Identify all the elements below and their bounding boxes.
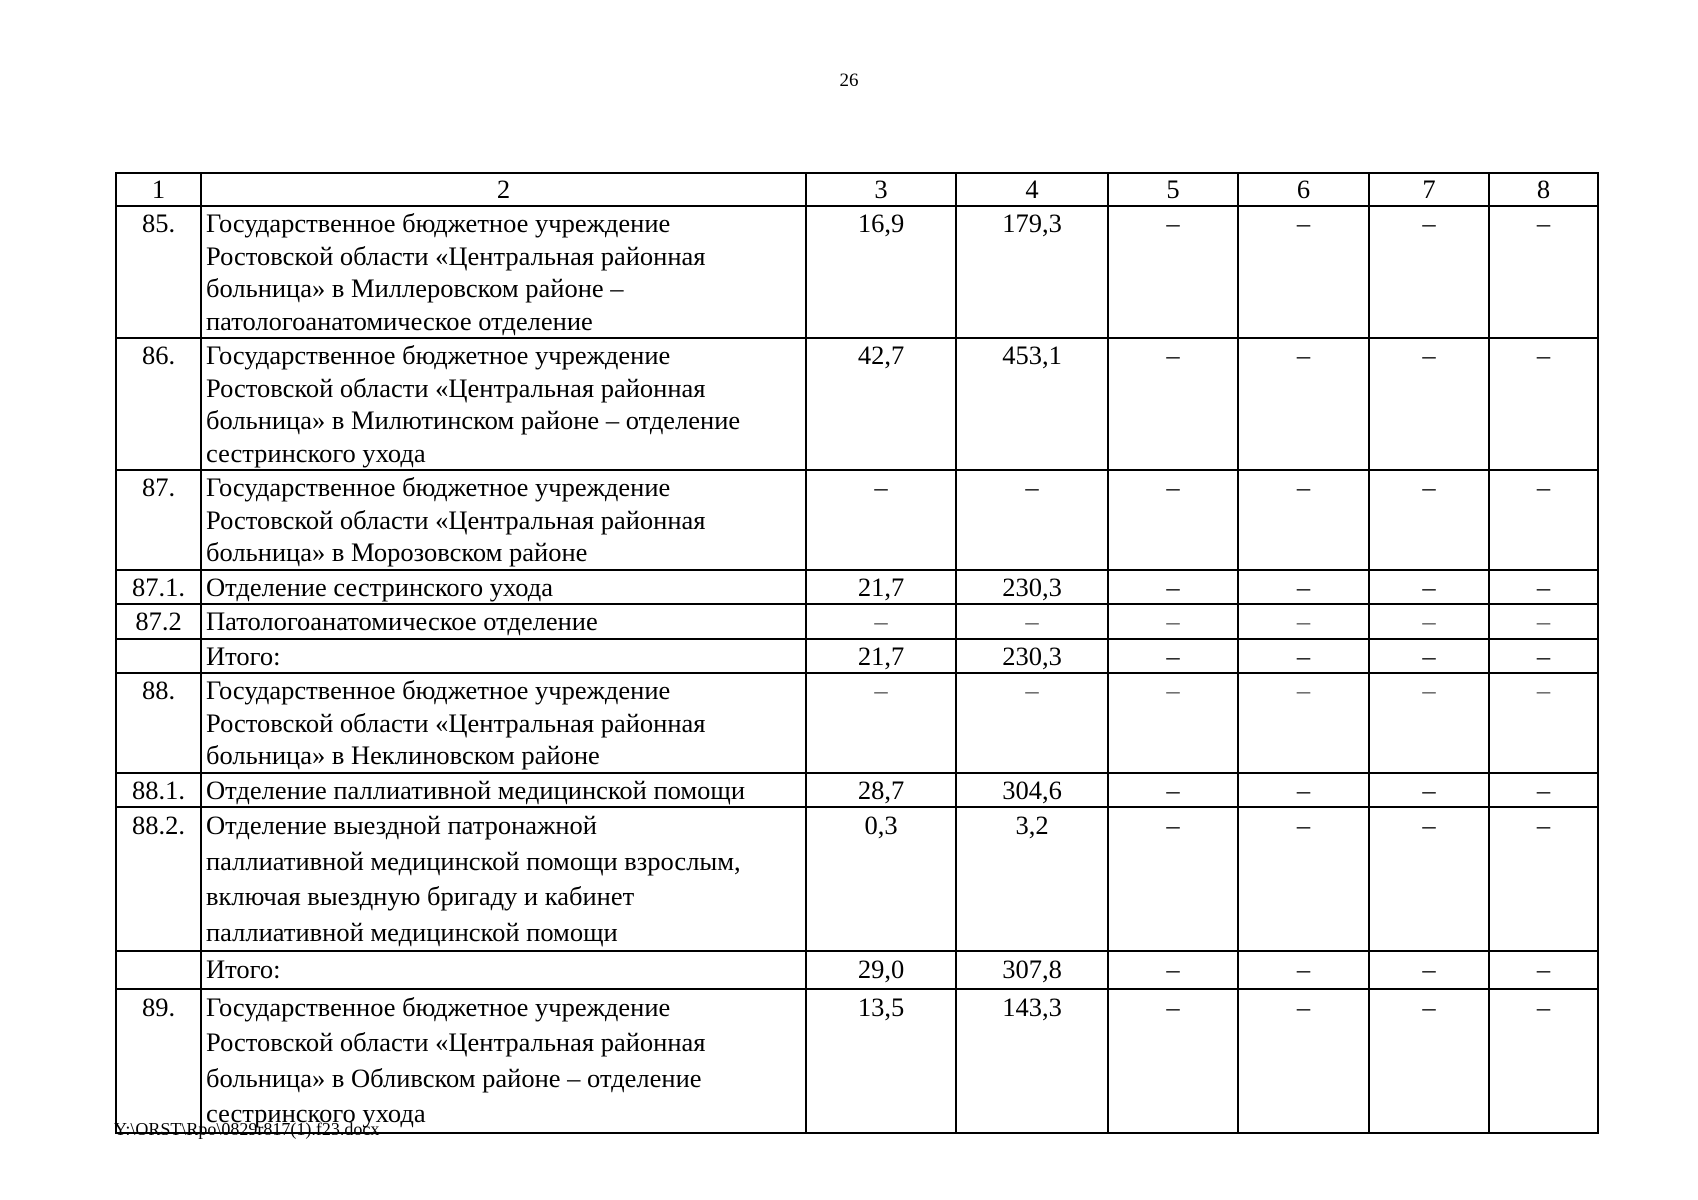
- value-cell: –: [1238, 773, 1369, 808]
- value-cell: –: [1369, 951, 1489, 989]
- value-cell: 21,7: [806, 570, 956, 605]
- name-line: Государственное бюджетное учреждение: [206, 340, 671, 370]
- name-line: паллиативной медицинской помощи: [206, 916, 618, 947]
- value-cell: –: [956, 673, 1108, 773]
- value-cell: –: [1238, 338, 1369, 470]
- name-line: больница» в Милютинском районе – отделение: [206, 405, 741, 435]
- value-cell: –: [1108, 639, 1238, 674]
- value-cell: –: [1108, 951, 1238, 989]
- value-cell: –: [1238, 604, 1369, 639]
- institution-name: [201, 989, 806, 1133]
- value-cell: –: [1108, 338, 1238, 470]
- value-cell: –: [1108, 570, 1238, 605]
- value-cell: –: [1369, 673, 1489, 773]
- value-cell: 230,3: [956, 639, 1108, 674]
- institution-name: [201, 639, 806, 674]
- table-row: [116, 206, 1598, 338]
- name-line: Ростовской области «Центральная районная: [206, 240, 706, 271]
- value-cell: –: [806, 673, 956, 773]
- name-line: Государственное бюджетное учреждение: [206, 675, 671, 705]
- value-cell: 304,6: [956, 773, 1108, 808]
- institution-name: [201, 604, 806, 639]
- institution-name: [201, 338, 806, 470]
- header-cell: 7: [1369, 173, 1489, 206]
- name-line: Государственное бюджетное учреждение: [206, 472, 671, 502]
- name-line: Итого:: [206, 954, 281, 984]
- value-cell: –: [1369, 470, 1489, 570]
- value-cell: –: [1108, 807, 1238, 951]
- header-cell: 4: [956, 173, 1108, 206]
- row-number: [116, 639, 201, 674]
- institution-name: [201, 206, 806, 338]
- row-number: 88.2.: [116, 807, 201, 951]
- value-cell: –: [1238, 807, 1369, 951]
- value-cell: –: [1489, 673, 1598, 773]
- institution-name: [201, 951, 806, 989]
- row-number: 89.: [116, 989, 201, 1133]
- table-row: [116, 470, 1598, 570]
- value-cell: –: [1108, 989, 1238, 1133]
- header-cell: 8: [1489, 173, 1598, 206]
- table-row: [116, 338, 1598, 470]
- value-cell: –: [1489, 338, 1598, 470]
- value-cell: –: [806, 470, 956, 570]
- value-cell: –: [956, 604, 1108, 639]
- value-cell: –: [1369, 570, 1489, 605]
- value-cell: 42,7: [806, 338, 956, 470]
- row-number: 87.: [116, 470, 201, 570]
- value-cell: –: [1489, 570, 1598, 605]
- institution-name: [201, 470, 806, 570]
- name-line: Ростовской области «Центральная районная: [206, 1027, 706, 1057]
- value-cell: –: [1238, 639, 1369, 674]
- name-line: сестринского ухода: [206, 1098, 426, 1128]
- row-number: 86.: [116, 338, 201, 470]
- value-cell: –: [1238, 570, 1369, 605]
- value-cell: –: [1238, 206, 1369, 338]
- table-row: [116, 673, 1598, 773]
- header-row: [116, 173, 1598, 206]
- value-cell: –: [1238, 989, 1369, 1133]
- value-cell: 28,7: [806, 773, 956, 808]
- row-number: 87.2: [116, 604, 201, 639]
- table-row: [116, 989, 1598, 1133]
- value-cell: 13,5: [806, 989, 956, 1133]
- name-line: патологоанатомическое отделение: [206, 305, 593, 336]
- value-cell: 230,3: [956, 570, 1108, 605]
- value-cell: –: [1489, 773, 1598, 808]
- value-cell: 179,3: [956, 206, 1108, 338]
- name-line: больница» в Обливском районе – отделение: [206, 1062, 702, 1093]
- value-cell: –: [1108, 773, 1238, 808]
- value-cell: 143,3: [956, 989, 1108, 1133]
- table-row: [116, 807, 1598, 951]
- value-cell: –: [1369, 639, 1489, 674]
- file-path-footer: Y:\ORST\Rpo\0829r817(1).f23.docx: [114, 1119, 380, 1139]
- value-cell: –: [1238, 673, 1369, 773]
- institution-name: [201, 773, 806, 808]
- total-row: [116, 639, 1598, 674]
- name-line: больница» в Морозовском районе: [206, 537, 588, 567]
- table-row: [116, 604, 1598, 639]
- name-line: Ростовской области «Центральная районная: [206, 504, 706, 535]
- header-cell: 5: [1108, 173, 1238, 206]
- value-cell: –: [956, 470, 1108, 570]
- name-line: больница» в Миллеровском районе –: [206, 273, 624, 303]
- name-line: больница» в Неклиновском районе: [206, 740, 600, 770]
- row-number: 87.1.: [116, 570, 201, 605]
- total-row: [116, 951, 1598, 989]
- name-line: Патологоанатомическое отделение: [206, 606, 598, 636]
- table-row: [116, 570, 1598, 605]
- value-cell: –: [1369, 206, 1489, 338]
- institution-name: [201, 807, 806, 951]
- header-cell: 6: [1238, 173, 1369, 206]
- name-line: Государственное бюджетное учреждение: [206, 208, 671, 238]
- row-number: 88.1.: [116, 773, 201, 808]
- value-cell: –: [1489, 604, 1598, 639]
- header-cell: 2: [201, 173, 806, 206]
- data-table: [115, 172, 1599, 1134]
- name-line: Отделение сестринского ухода: [206, 571, 553, 602]
- value-cell: –: [1108, 206, 1238, 338]
- name-line: сестринского ухода: [206, 437, 426, 468]
- value-cell: –: [1489, 206, 1598, 338]
- institution-name: [201, 673, 806, 773]
- value-cell: –: [1108, 604, 1238, 639]
- name-line: Ростовской области «Центральная районная: [206, 372, 706, 403]
- value-cell: 29,0: [806, 951, 956, 989]
- header-cell: 1: [116, 173, 201, 206]
- value-cell: 16,9: [806, 206, 956, 338]
- name-line: Отделение паллиативной медицинской помощи: [206, 774, 746, 805]
- name-line: паллиативной медицинской помощи взрослым,: [206, 845, 741, 876]
- value-cell: –: [1369, 604, 1489, 639]
- value-cell: –: [1369, 338, 1489, 470]
- name-line: Итого:: [206, 640, 281, 671]
- header-cell: 3: [806, 173, 956, 206]
- value-cell: –: [1369, 807, 1489, 951]
- table-row: [116, 773, 1598, 808]
- value-cell: 307,8: [956, 951, 1108, 989]
- value-cell: –: [1489, 807, 1598, 951]
- value-cell: 21,7: [806, 639, 956, 674]
- value-cell: –: [1108, 470, 1238, 570]
- value-cell: –: [1369, 989, 1489, 1133]
- name-line: Отделение выездной патронажной: [206, 810, 597, 840]
- value-cell: –: [1238, 470, 1369, 570]
- value-cell: 0,3: [806, 807, 956, 951]
- name-line: Государственное бюджетное учреждение: [206, 991, 671, 1022]
- row-number: 85.: [116, 206, 201, 338]
- value-cell: –: [806, 604, 956, 639]
- value-cell: –: [1238, 951, 1369, 989]
- value-cell: 3,2: [956, 807, 1108, 951]
- value-cell: –: [1489, 470, 1598, 570]
- name-line: включая выездную бригаду и кабинет: [206, 881, 635, 911]
- row-number: [116, 951, 201, 989]
- page-number: 26: [839, 70, 859, 91]
- value-cell: –: [1489, 989, 1598, 1133]
- value-cell: 453,1: [956, 338, 1108, 470]
- row-number: 88.: [116, 673, 201, 773]
- value-cell: –: [1489, 951, 1598, 989]
- value-cell: –: [1369, 773, 1489, 808]
- name-line: Ростовской области «Центральная районная: [206, 707, 706, 738]
- value-cell: –: [1108, 673, 1238, 773]
- institution-name: [201, 570, 806, 605]
- value-cell: –: [1489, 639, 1598, 674]
